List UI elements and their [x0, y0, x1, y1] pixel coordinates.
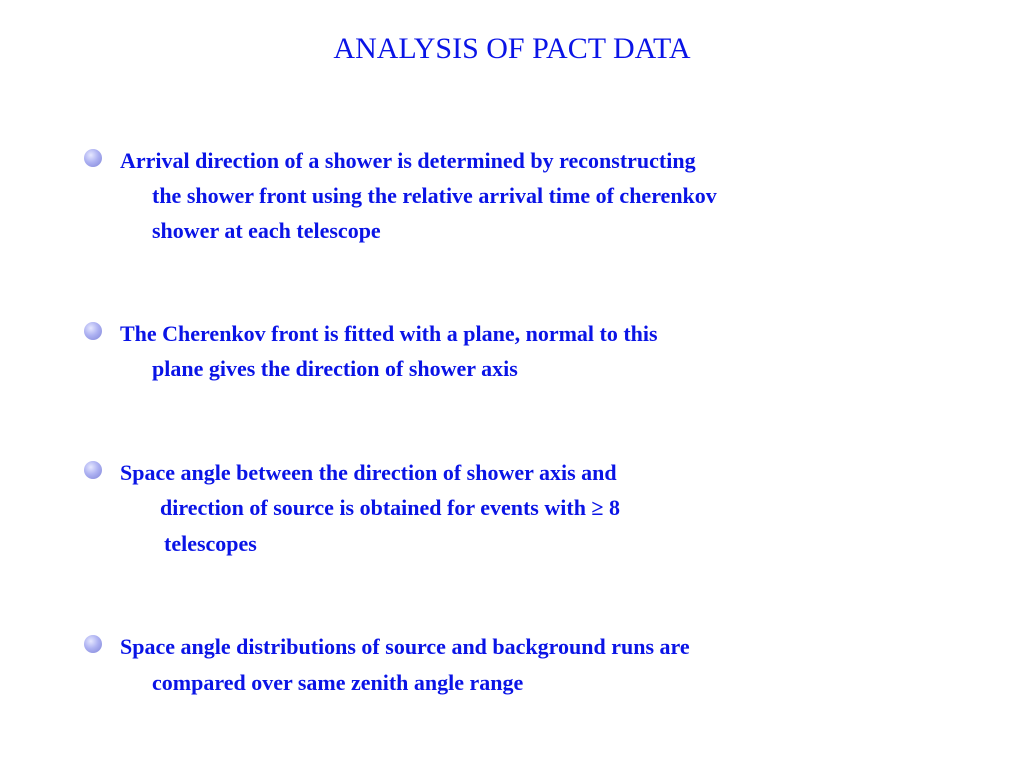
bullet-3-line-3: telescopes	[164, 531, 257, 556]
bullet-2-line-2: plane gives the direction of shower axis	[152, 356, 518, 381]
bullet-1-line-2: the shower front using the relative arrival time of cherenkov	[152, 183, 717, 208]
bullet-3-line-1: Space angle between the direction of shower axis and	[120, 460, 617, 485]
bullet-circle-icon	[84, 149, 102, 167]
bullet-1-line-3: shower at each telescope	[152, 218, 381, 243]
bullet-4-line-1: Space angle distributions of source and background runs are	[120, 634, 690, 659]
page-title: ANALYSIS OF PACT DATA	[333, 32, 691, 65]
bullet-3-line-2: direction of source is obtained for events with ≥ 8	[160, 495, 621, 520]
bullet-1-line-1: Arrival direction of a shower is determined by reconstructing	[120, 148, 696, 173]
bullet-circle-icon	[84, 322, 102, 340]
bullet-circle-icon	[84, 635, 102, 653]
bullet-circle-icon	[84, 461, 102, 479]
bullet-4-line-2: compared over same zenith angle range	[152, 670, 524, 695]
bullet-2-line-1: The Cherenkov front is fitted with a plane, normal to this	[120, 321, 658, 346]
